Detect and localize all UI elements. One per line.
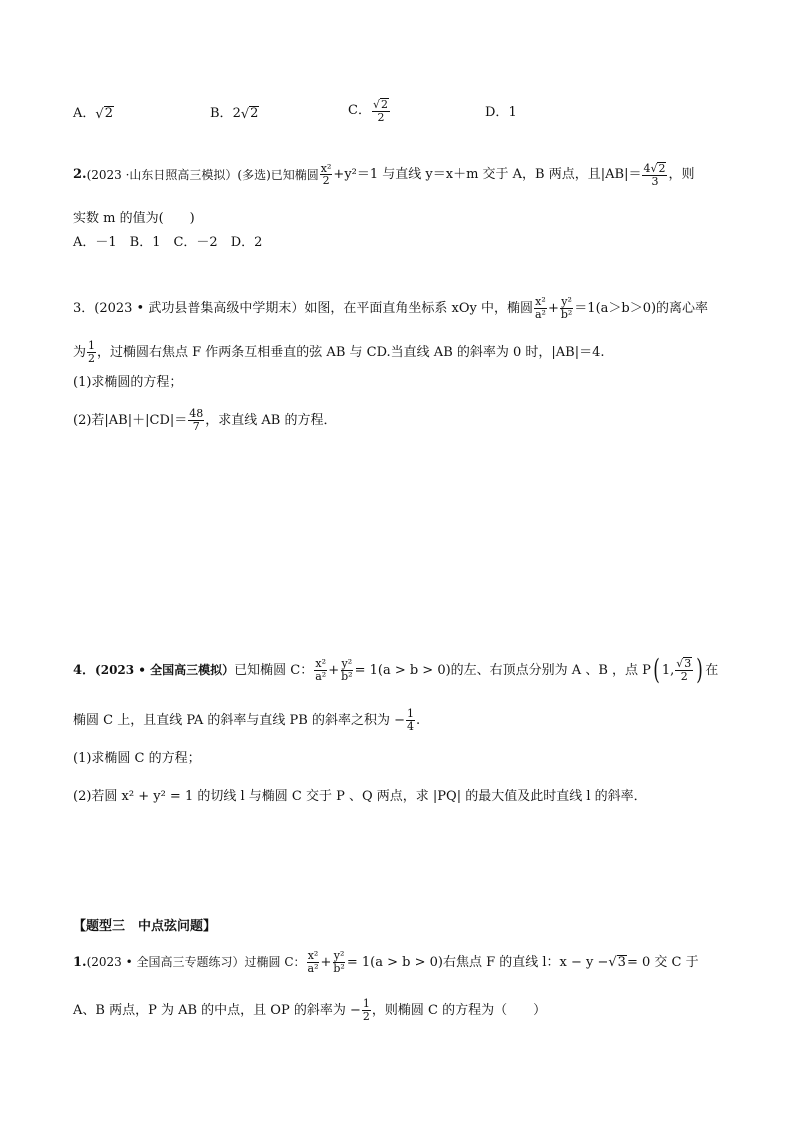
point-x: 1, bbox=[661, 662, 675, 678]
question-4-part-1 bbox=[73, 752, 201, 765]
question-5-line-1 bbox=[73, 950, 699, 974]
question-3-part-1 bbox=[73, 376, 182, 389]
sqrt: √ 2 bbox=[95, 106, 113, 122]
denominator: b² bbox=[333, 961, 345, 975]
fraction bbox=[314, 658, 327, 682]
question-text: 实数 m 的值为( ) bbox=[73, 211, 195, 226]
fraction: 4 √ 2 3 bbox=[643, 162, 666, 188]
question-2-line-1 bbox=[73, 162, 694, 187]
fraction bbox=[534, 296, 547, 320]
section-heading: 【题型三 中点弦问题】 bbox=[73, 919, 217, 934]
operator: + bbox=[320, 954, 332, 970]
question-text: ，则椭圆 C 的方程为（ ） bbox=[371, 1002, 547, 1018]
question-text: 在 bbox=[705, 662, 719, 678]
numerator: 1 bbox=[407, 707, 415, 720]
question-text: . bbox=[416, 712, 421, 728]
denominator: 7 bbox=[192, 419, 200, 433]
question-number: 2. bbox=[73, 167, 87, 183]
fraction bbox=[188, 408, 204, 432]
numerator: x² bbox=[307, 949, 319, 962]
question-text: +y²＝1 与直线 y＝x＋m 交于 A，B 两点，且|AB|＝ bbox=[333, 167, 642, 183]
option-d bbox=[485, 106, 517, 119]
question-source: (2023 • 全国高三模拟） bbox=[95, 663, 235, 677]
numerator: x² bbox=[315, 656, 327, 670]
fraction: √ 3 2 bbox=[676, 657, 692, 683]
fraction bbox=[320, 163, 333, 187]
numerator: x² bbox=[320, 161, 332, 175]
radicand: 2 bbox=[250, 106, 259, 121]
question-text: ，过椭圆右焦点 F 作两条互相垂直的弦 AB 与 CD.当直线 AB 的斜率为 0 时，|AB|＝4. bbox=[97, 344, 605, 360]
denominator: b² bbox=[560, 307, 573, 321]
denominator: 2 bbox=[322, 174, 330, 188]
question-text: (2)若|AB|＋|CD|＝ bbox=[73, 412, 188, 428]
question-text: = 0 交 C 于 bbox=[626, 954, 699, 970]
question-3 bbox=[73, 296, 733, 436]
question-text: ＝1(a＞b＞0)的离心率 bbox=[574, 300, 709, 316]
question-text: = 1(a > b > 0)的左、右顶点分别为 A 、B ，点 P bbox=[354, 662, 651, 678]
fraction bbox=[87, 340, 96, 364]
radicand: 2 bbox=[380, 98, 388, 111]
question-text: ，则 bbox=[668, 167, 695, 183]
option-c bbox=[348, 98, 391, 123]
fraction bbox=[340, 658, 353, 682]
numerator: y² bbox=[561, 295, 572, 308]
fraction bbox=[362, 998, 371, 1022]
denominator: 4 bbox=[407, 719, 415, 733]
option-b bbox=[210, 106, 259, 121]
option-b-label: B． bbox=[210, 105, 233, 121]
option-d-value: 1 bbox=[508, 105, 517, 120]
question-number: 1. bbox=[73, 954, 87, 970]
question-text: ，求直线 AB 的方程． bbox=[205, 412, 337, 428]
denominator: b² bbox=[341, 669, 353, 683]
radicand: 3 bbox=[617, 954, 626, 970]
question-4 bbox=[73, 653, 733, 806]
denominator: 2 bbox=[377, 110, 385, 124]
question-number: 4． bbox=[73, 662, 96, 678]
question-3-part-2 bbox=[73, 408, 336, 432]
denominator: a² bbox=[534, 307, 546, 321]
question-text: A、B 两点，P 为 AB 的中点，且 OP 的斜率为 − bbox=[73, 1002, 361, 1018]
section-title bbox=[73, 920, 733, 936]
question-3-line-1 bbox=[73, 296, 708, 320]
sqrt: √ 2 bbox=[240, 106, 259, 122]
numerator: 1 bbox=[362, 997, 370, 1010]
numerator: y² bbox=[333, 949, 345, 962]
question-text: 3．(2023 • 武功县普集高级中学期末）如图，在平面直角坐标系 xOy 中，椭圆 bbox=[73, 300, 533, 316]
question-3-line-2 bbox=[73, 340, 605, 364]
fraction: √ 2 2 bbox=[372, 98, 388, 124]
question-4-part-2 bbox=[73, 790, 647, 803]
radicand: 3 bbox=[684, 657, 692, 671]
question-2 bbox=[73, 162, 733, 252]
operator: + bbox=[328, 662, 340, 678]
option-a-label: A． bbox=[73, 105, 96, 121]
question-text: 为 bbox=[73, 344, 87, 360]
numerator: x² bbox=[535, 295, 546, 308]
denominator: 3 bbox=[651, 174, 659, 188]
option-c-label: C． bbox=[348, 103, 371, 119]
question-text: (1)求椭圆的方程； bbox=[73, 375, 183, 390]
option-d-label: D． bbox=[485, 105, 509, 120]
question-text: (2)若圆 x² + y² = 1 的切线 l 与椭圆 C 交于 P 、Q 两点，求 |PQ| 的最大值及此时直线 l 的斜率． bbox=[73, 789, 647, 804]
numerator: 48 bbox=[189, 407, 204, 420]
fraction bbox=[406, 708, 415, 732]
denominator: a² bbox=[315, 669, 327, 683]
operator: + bbox=[547, 300, 559, 316]
fraction bbox=[307, 950, 320, 974]
radicand: 2 bbox=[658, 162, 666, 175]
denominator: a² bbox=[307, 961, 319, 975]
denominator: 2 bbox=[88, 351, 96, 365]
question-5 bbox=[73, 950, 733, 1030]
radicand: 2 bbox=[104, 106, 113, 121]
question-4-line-2 bbox=[73, 708, 420, 732]
question-5-line-2 bbox=[73, 998, 546, 1022]
question-text: (2023 • 全国高三专题练习）过椭圆 C： bbox=[86, 955, 306, 970]
option-a bbox=[73, 106, 114, 121]
question-2-line-2 bbox=[73, 212, 195, 225]
numerator: y² bbox=[341, 656, 353, 670]
fraction bbox=[332, 950, 345, 974]
numerator: 1 bbox=[88, 339, 96, 352]
fraction bbox=[560, 296, 573, 320]
q1-options bbox=[73, 98, 733, 132]
coef: 4 bbox=[643, 162, 651, 175]
question-text: 已知椭圆 C： bbox=[234, 662, 314, 678]
question-2-options bbox=[73, 236, 262, 249]
question-text: (1)求椭圆 C 的方程； bbox=[73, 751, 201, 766]
coef: 2 bbox=[232, 105, 241, 121]
denominator: 2 bbox=[680, 670, 688, 683]
question-text: = 1(a > b > 0)右焦点 F 的直线 l：x − y − bbox=[346, 954, 609, 970]
question-4-line-1: 4． (2023 • 全国高三模拟） 已知椭圆 C： $\frac{\text{x²}}{\text{a²}}$ + $\frac{\text{y²}}{\text{b²}}$ = 1(a > b > 0)的左、右顶点分别为 A 、B ，点 P ( 1, √ 3 2 ) 在 bbox=[73, 653, 719, 686]
denominator: 2 bbox=[362, 1009, 370, 1023]
question-text: 椭圆 C 上，且直线 PA 的斜率与直线 PB 的斜率之积为 − bbox=[73, 712, 406, 728]
sqrt: √ 3 bbox=[608, 954, 626, 971]
question-text: (2023 ·山东日照高三模拟）(多选)已知椭圆 bbox=[86, 167, 319, 182]
options-text: A．－1 B．1 C．－2 D．2 bbox=[73, 235, 263, 250]
